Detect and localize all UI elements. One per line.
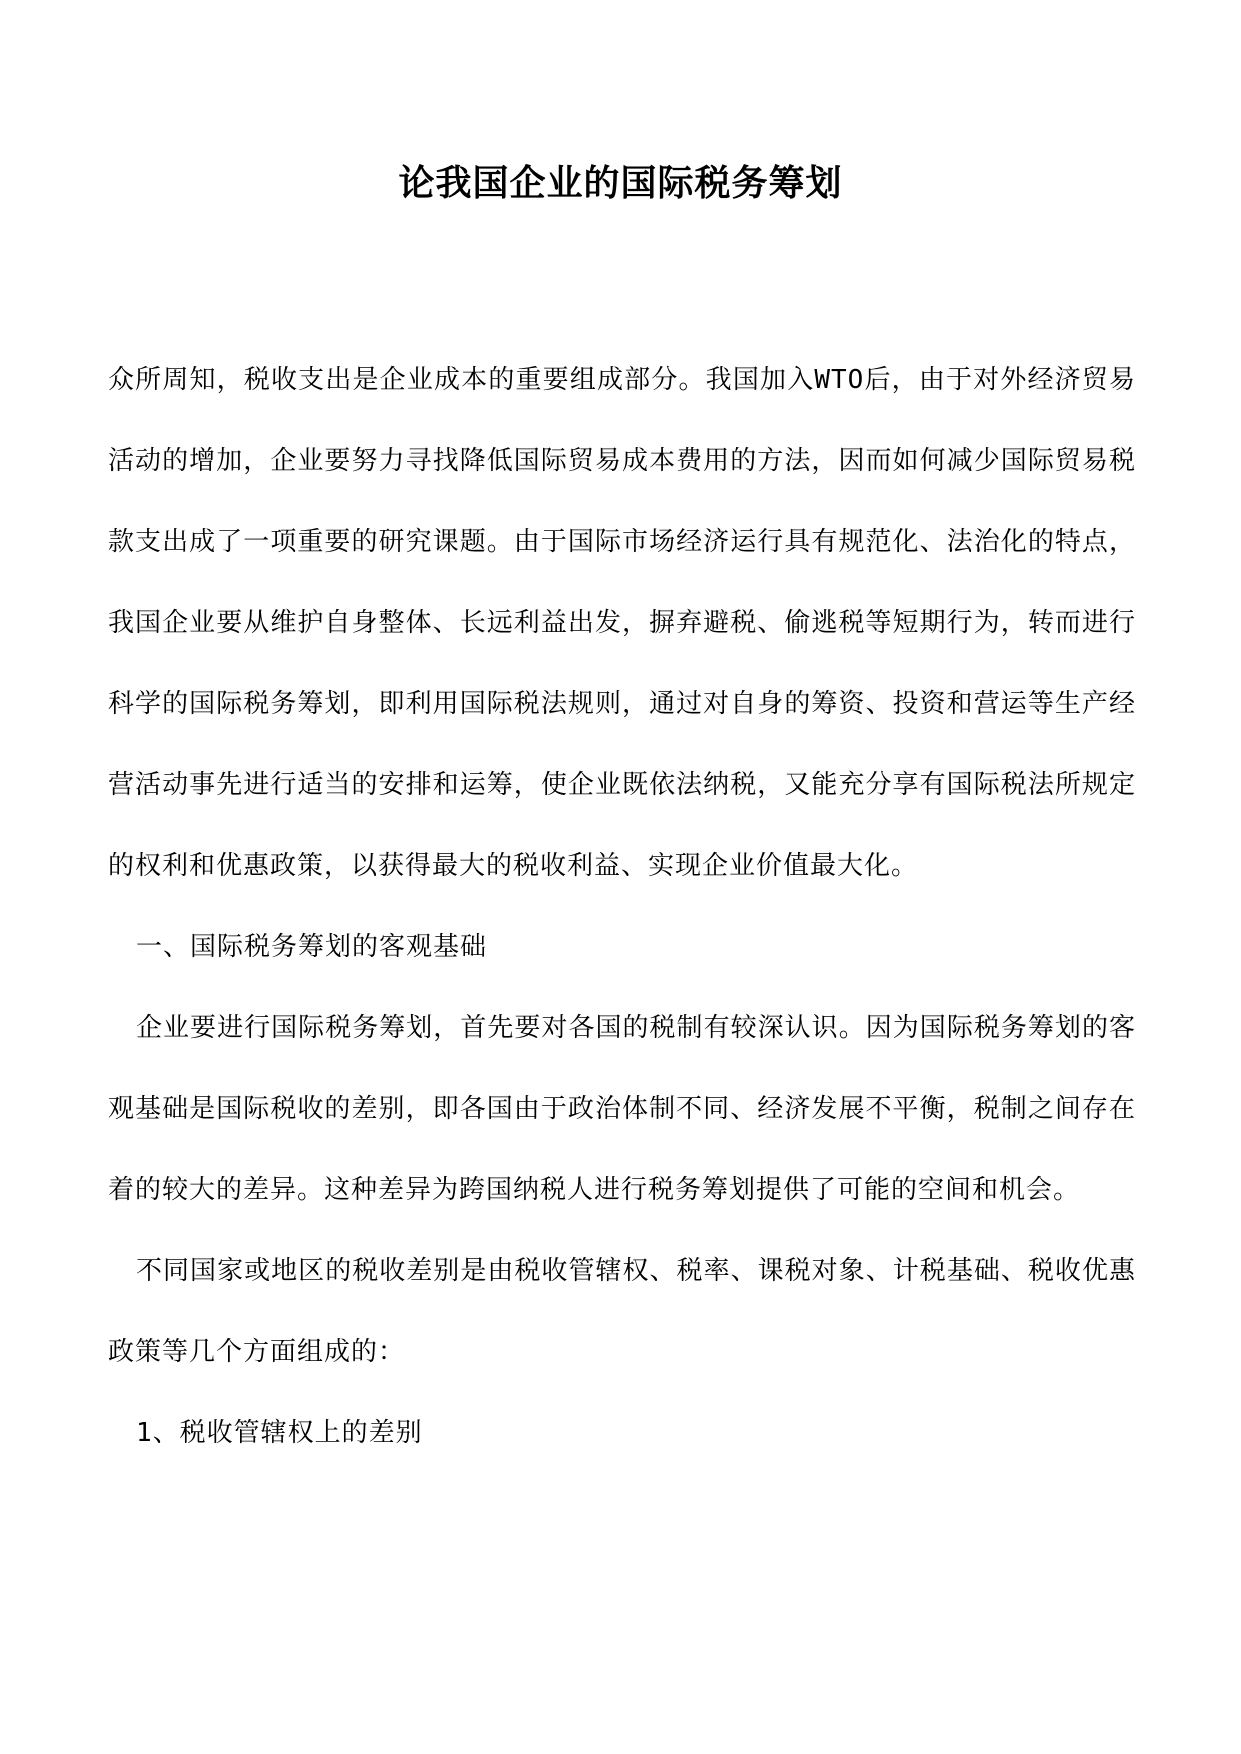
subsection-heading-jurisdiction: 1、税收管辖权上的差别 [136, 1418, 423, 1448]
section-heading-objective-basis: 一、国际税务筹划的客观基础 [136, 932, 488, 962]
paragraph-tax-differences: 不同国家或地区的税收差别是由税收管辖权、税率、课税对象、计税基础、税收优惠政策等几个方面组成的： [108, 1256, 1136, 1367]
document-body [108, 340, 1136, 1474]
intro-paragraph: 众所周知，税收支出是企业成本的重要组成部分。我国加入WTO后，由于对外经济贸易活动的增加，企业要努力寻找降低国际贸易成本费用的方法，因而如何减少国际贸易税款支出成了一项重要的研究课题。由于国际市场经济运行具有规范化、法治化的特点，我国企业要从维护自身整体、长远利益出发，摒弃避税、偷逃税等短期行为，转而进行科学的国际税务筹划，即利用国际税法规则，通过对自身的筹资、投资和营运等生产经营活动事先进行适当的安排和运筹，使企业既依法纳税，又能充分享有国际税法所规定的权利和优惠政策，以获得最大的税收利益、实现企业价值最大化。 [108, 365, 1136, 881]
paragraph-objective-basis: 企业要进行国际税务筹划，首先要对各国的税制有较深认识。因为国际税务筹划的客观基础是国际税收的差别，即各国由于政治体制不同、经济发展不平衡，税制之间存在着的较大的差异。这种差异为跨国纳税人进行税务筹划提供了可能的空间和机会。 [108, 1013, 1136, 1205]
document-title: 论我国企业的国际税务筹划 [398, 163, 843, 204]
